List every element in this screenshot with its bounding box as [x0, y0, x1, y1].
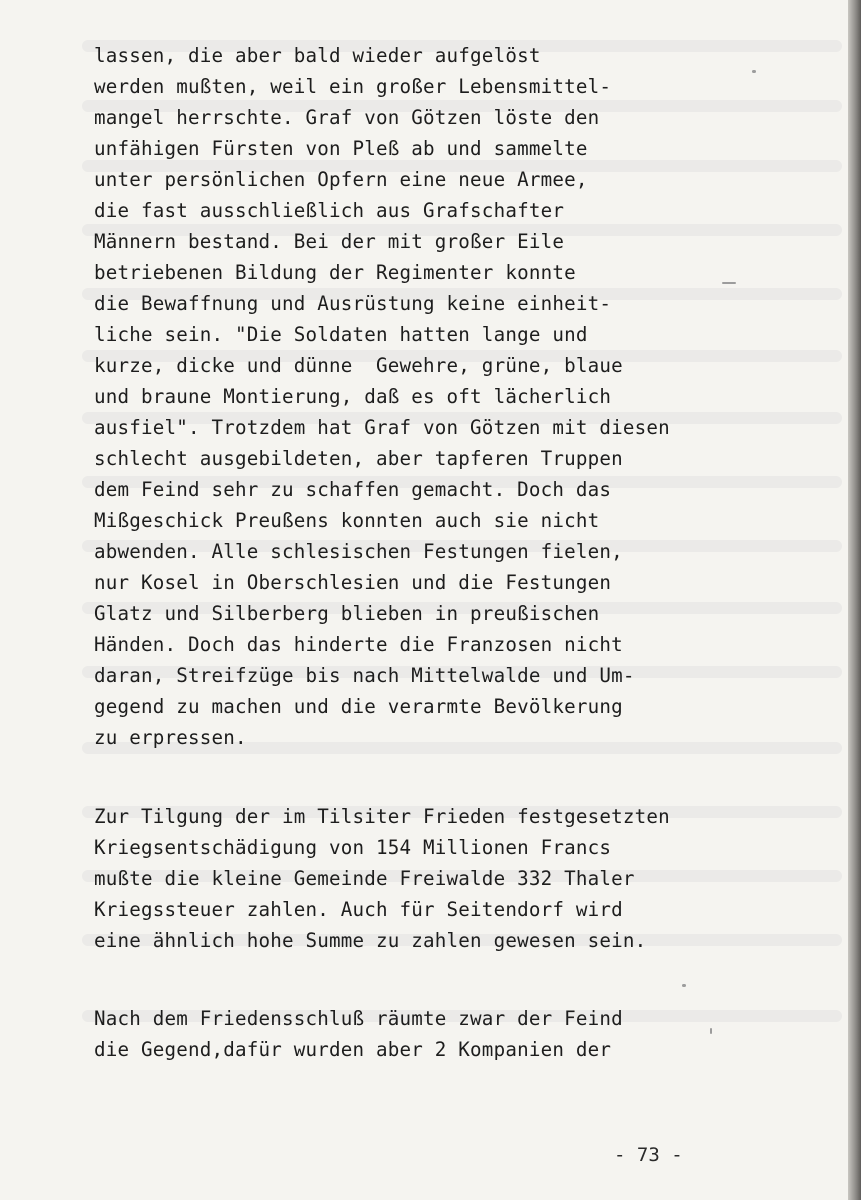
text-line: abwenden. Alle schlesischen Festungen fielen,	[94, 540, 623, 563]
text-line: unter persönlichen Opfern eine neue Armee,	[94, 168, 588, 191]
text-line: ausfiel". Trotzdem hat Graf von Götzen mit diesen	[94, 416, 670, 439]
text-line: lassen, die aber bald wieder aufgelöst	[94, 44, 541, 67]
text-line: unfähigen Fürsten von Pleß ab und sammelte	[94, 137, 588, 160]
text-line: dem Feind sehr zu schaffen gemacht. Doch das	[94, 478, 612, 501]
text-line: nur Kosel in Oberschlesien und die Festungen	[94, 571, 612, 594]
text-line: mußte die kleine Gemeinde Freiwalde 332 Thaler	[94, 867, 635, 890]
text-line: gegend zu machen und die verarmte Bevölkerung	[94, 695, 623, 718]
text-line: schlecht ausgebildeten, aber tapferen Truppen	[94, 447, 623, 470]
text-line: daran, Streifzüge bis nach Mittelwalde und Um-	[94, 664, 635, 687]
text-line: eine ähnlich hohe Summe zu zahlen gewesen sein.	[94, 929, 647, 952]
paragraph-2	[94, 801, 734, 956]
text-line: und braune Montierung, daß es oft lächerlich	[94, 385, 612, 408]
paragraph-3	[94, 1003, 734, 1065]
text-line: Glatz und Silberberg blieben in preußischen	[94, 602, 600, 625]
text-line: liche sein. "Die Soldaten hatten lange und	[94, 323, 588, 346]
text-line: Händen. Doch das hinderte die Franzosen nicht	[94, 633, 623, 656]
paragraph-1	[94, 40, 734, 753]
text-line: kurze, dicke und dünne Gewehre, grüne, blaue	[94, 354, 623, 377]
text-line: die fast ausschließlich aus Grafschafter	[94, 199, 565, 222]
text-line: mangel herrschte. Graf von Götzen löste den	[94, 106, 600, 129]
body-text	[94, 40, 734, 1065]
text-line: die Gegend,dafür wurden aber 2 Kompanien der	[94, 1038, 612, 1061]
text-line: Kriegssteuer zahlen. Auch für Seitendorf wird	[94, 898, 623, 921]
text-line: die Bewaffnung und Ausrüstung keine einheit-	[94, 292, 612, 315]
text-line: Nach dem Friedensschluß räumte zwar der Feind	[94, 1007, 623, 1030]
paragraph-spacer	[94, 753, 734, 801]
text-line: Männern bestand. Bei der mit großer Eile	[94, 230, 565, 253]
page-edge-shadow	[848, 0, 861, 1200]
text-line: zu erpressen.	[94, 726, 247, 749]
text-line: betriebenen Bildung der Regimenter konnte	[94, 261, 576, 284]
text-line: Mißgeschick Preußens konnten auch sie nicht	[94, 509, 600, 532]
text-line: Zur Tilgung der im Tilsiter Frieden festgesetzten	[94, 805, 670, 828]
text-line: werden mußten, weil ein großer Lebensmittel-	[94, 75, 612, 98]
page-number: - 73 -	[614, 1144, 683, 1166]
paragraph-spacer	[94, 956, 734, 1003]
text-line: Kriegsentschädigung von 154 Millionen Francs	[94, 836, 612, 859]
